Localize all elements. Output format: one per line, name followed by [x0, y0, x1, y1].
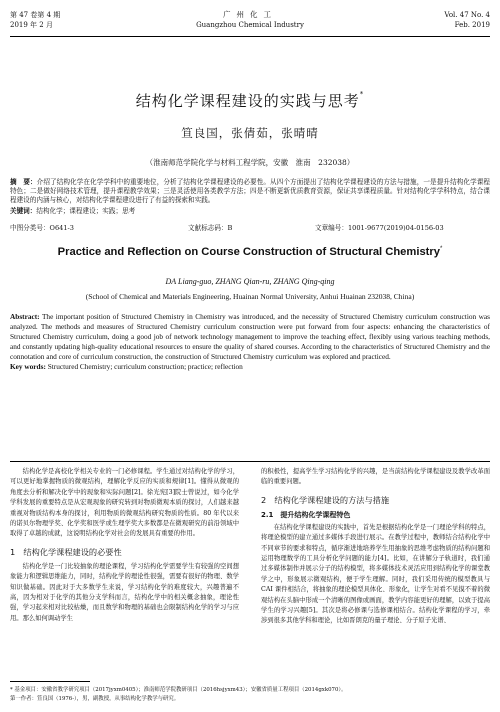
section-1-heading: 1 结构化学课程建设的必要性 — [10, 546, 122, 557]
abstract-cn — [10, 178, 490, 206]
keywords-en-label: Key words: — [10, 362, 46, 371]
abstract-en-label: Abstract: — [10, 312, 40, 321]
journal-name-cn: 广州化工 — [223, 10, 277, 19]
clc-number: 中图分类号：O641-3 — [10, 224, 74, 232]
abstract-en — [10, 312, 490, 372]
article-number: 文章编号：1001-9677(2019)04-0156-03 — [315, 224, 444, 232]
body-left-column — [10, 467, 239, 624]
keywords-en-text: Structured Chemistry; curriculum construction; practice; reflection — [45, 362, 243, 371]
classification-row — [10, 222, 490, 232]
section-2-1-paragraph: 在结构化学课程建设的实践中，首先是根据结构化学是一门理论学科的特点，将理论模型的建立通过多媒体手段进行展示。在教学过程中，教师结合结构化学中不同章节的要求和特点，循序渐进地培养学生用抽象的思维考虑物质的结构问题和运用物理数学的工具分析化学问题的能力[4]。比如，在讲解分子轨道时，我们通过多媒体制作并展示分子的结构模型，将多媒体技术灵活应用到结构化学的课堂教学之中，形象展示微观结构，便于学生理解。同时，我们采用传统的模型教具与 CAI 课件相结合，将抽象的理论模型具体化、形象化，让学生对看不见摸不着的微观结构在头脑中形成一个清晰的图像或画面，教学内容能更好的理解，以致于提高学生的学习兴趣[5]。其次是将必修课与选修课相结合。结构化学课程的学习，牵涉到很多其他学科和理论，比如晋朗克的量子理论、分子原子光谱、 — [261, 523, 490, 625]
journal-name-en: Guangzhou Chemical Industry — [196, 21, 304, 29]
intro-paragraph: 结构化学是高校化学相关专业的一门必修课程。学生通过对结构化学的学习，可以更好地掌握物质的微观结构，理解化学反应的实质和规律[1]。懂得从微观的角度去分析和解决化学中的现象和实际问题[2]。徐光宪[3]院士曾说过，如今化学学科发展的重要特点是从宏观现象的研究转到对物质微观本质的探讨，人们越来越重视对物质结构本身的探讨，利用物质的微观结构研究物质的性质。80 年代以来的诺贝尔物理学奖、化学奖和医学或生理学奖大多数都是在微观研究的前沿领域中取得了卓越的成就，这说明结构化学对社会的发展具有重要的作用。 — [10, 468, 239, 538]
document-code: 文献标志码：B — [188, 224, 233, 232]
keywords-cn-text: 结构化学；课程建设；实践；思考 — [36, 207, 136, 215]
keywords-en — [10, 362, 490, 372]
journal-volume-info-en — [444, 10, 490, 30]
footnote-rule — [10, 681, 90, 682]
affiliation-cn: （淮南师范学院化学与材料工程学院，安徽 淮南 232038） — [145, 158, 355, 167]
section-1-paragraph: 结构化学是一门比较抽象的理论课程，学习结构化学需要学生有较强的空间想象能力和逻辑思维能力，同时，结构化学的理论性很强，需要有很好的物理、数学知识做基础。因此对于大多数学生来说，学习结构化学的难度较大，兴趣普遍不高，因为相对于化学的其他分支学科而言，结构化学中的相关概念抽象，理论性强，学习起来相对比较枯燥，而且数学和物理的基础也会限制结构化学的学习与应用。那么如何调动学生 — [10, 562, 239, 622]
volume-issue: 第 47 卷第 4 期 — [10, 11, 61, 19]
paper-title-en-text: Practice and Reflection on Course Construction of Structural Chemistry — [57, 246, 440, 258]
running-header — [10, 10, 490, 38]
section-2-1-heading: 2.1 提升结构化学课程特色 — [261, 510, 351, 519]
title-footnote-mark: * — [359, 90, 365, 98]
footnote-fund: * 基金项目：安徽省教学研究项目（2017jyxm0405）；淮南师范学院教研项目（2016hsjyxm43）；安徽省质量工程项目（2014gxk070）。 — [10, 687, 347, 693]
title-en-footnote-mark: * — [439, 246, 443, 252]
abstract-rule — [10, 461, 490, 462]
issue-date-en: Feb. 2019 — [454, 21, 490, 29]
section-2-heading: 2 结构化学课程建设的方法与措施 — [261, 494, 390, 505]
continued-paragraph: 的积极性，提高学生学习结构化学的兴趣，是当前结构化学课程建设及教学改革面临的重要问题。 — [261, 468, 490, 486]
authors-en: DA Liang-guo, ZHANG Qian-ru, ZHANG Qing-qing — [165, 277, 335, 286]
authors-cn: 笪良国，张倩茹，张晴晴 — [181, 126, 319, 140]
abstract-cn-label: 摘 要： — [10, 178, 37, 186]
abstract-en-text: The important position of Structured Chemistry in Chemistry was introduced, and the necessity of Structured Chemistry curriculum construction was analyzed. The methods and measures of Structured Chemistry curriculum construction were put forward from four aspects: enhancing the characteristics of Structured Chemistry curriculum, doing a good job of network technology management to improve the teaching effect, flexibly using various teaching methods, and constantly updating high-quality educational resources to ensure the quality of shared courses. According to the characteristics of Structured Chemistry and the connotation and core of curriculum construction, the construction of Structured Chemistry curriculum was explored and practiced. — [10, 312, 490, 361]
abstract-cn-text: 介绍了结构化学在化学学科中的重要地位，分析了结构化学课程建设的必要性。从四个方面提出了结构化学课程建设的方法与措施，一是提升结构化学课程特色；二是做好网络技术管理，提升课程教学效果；三是灵活使用各类教学方法；四是不断更新优质教育资源，保证共享课程质量。针对结构化学学科特点，结合课程建设的内涵与核心，对结构化学课程建设进行了有益的探索和实践。 — [10, 178, 490, 205]
body-right-column — [261, 467, 490, 627]
paper-title-en — [0, 246, 500, 258]
keywords-cn-label: 关键词： — [10, 207, 37, 215]
header-rule — [10, 36, 490, 37]
abstract-en-paragraph — [10, 312, 490, 362]
footnote-author: 第一作者：笪良国（1976-），男，副教授，从事结构化学教学与研究。 — [10, 696, 180, 702]
journal-name — [10, 10, 490, 30]
issue-date: 2019 年 2 月 — [10, 21, 53, 29]
paper-title-cn-text: 结构化学课程建设的实践与思考 — [135, 92, 360, 110]
keywords-cn — [10, 207, 490, 216]
affiliation-en: (School of Chemical and Materials Engineering, Huainan Normal University, Anhui Huainan 232038, China) — [85, 292, 415, 301]
paper-title-cn — [0, 90, 500, 111]
volume-issue-en: Vol. 47 No. 4 — [444, 11, 490, 19]
